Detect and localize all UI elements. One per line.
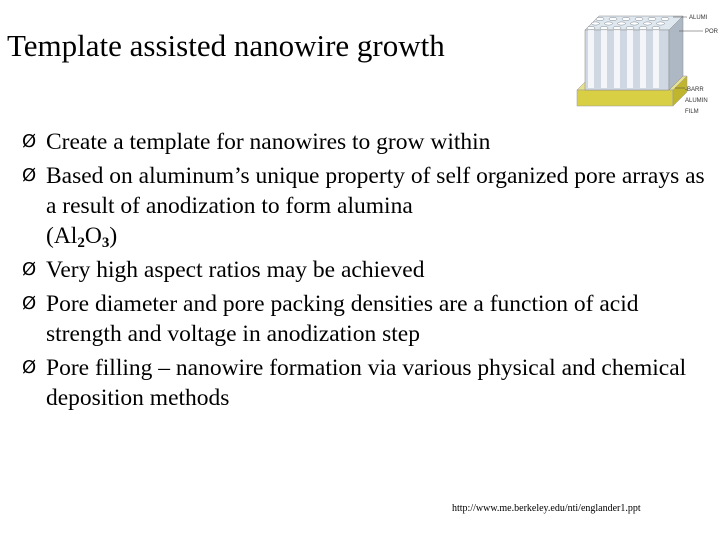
formula-subscript: 3 [101,235,110,251]
bullet-text: Pore diameter and pore packing densities are a function of acid strength and voltage in anodization step [46,291,639,347]
pore-opening [587,26,595,29]
pore-opening [605,22,613,25]
bullet-item [22,255,712,285]
bullet-list [22,127,712,417]
pore-opening [596,17,604,20]
pore-opening [631,22,639,25]
pore-column [627,28,633,88]
formula-part: (Al [46,223,78,249]
figure-label: ALUMIN [685,98,708,104]
pore-column [640,28,646,88]
bullet-item [22,127,712,157]
pore-opening [639,26,647,29]
formula-part: ) [109,223,118,249]
source-url: http://www.me.berkeley.edu/nti/englander1.ppt [452,503,641,514]
pore-opening [600,26,608,29]
pore-opening [592,22,600,25]
figure-label: ALUMI [689,15,708,21]
alumina-template-figure [575,4,720,116]
alumina-formula [46,223,117,249]
bullet-arrow-icon: Ø [22,357,37,378]
pore-opening [618,22,626,25]
bullet-arrow-icon: Ø [22,165,37,186]
pore-opening [609,17,617,20]
bullet-arrow-icon: Ø [22,131,37,152]
figure-label: POR [705,29,719,35]
pore-opening [613,26,621,29]
pore-column [653,28,659,88]
formula-subscript: 2 [77,235,85,251]
pore-column [588,28,594,88]
bullet-text: Very high aspect ratios may be achieved [46,257,425,283]
pore-opening [644,22,652,25]
bullet-item [22,353,712,413]
pore-opening [648,17,656,20]
formula-part: O [84,223,102,249]
pore-column [601,28,607,88]
film-front [577,90,673,106]
pore-opening [652,26,660,29]
bullet-arrow-icon: Ø [22,293,37,314]
bullet-item [22,289,712,349]
pore-opening [661,17,669,20]
bullet-item [22,161,712,251]
bullet-arrow-icon: Ø [22,259,37,280]
bullet-text: Create a template for nanowires to grow within [46,129,491,155]
pore-opening [635,17,643,20]
pore-column [614,28,620,88]
bullet-text: Pore filling – nanowire formation via various physical and chemical deposition methods [46,355,687,411]
pore-opening [657,22,665,25]
pore-opening [626,26,634,29]
alumina-template-diagram [575,4,720,116]
slide-title: Template assisted nanowire growth [7,28,445,63]
figure-label: -BARR [685,87,704,93]
figure-label: FILM [685,109,699,115]
pore-opening [622,17,630,20]
bullet-text: Based on aluminum’s unique property of self organized pore arrays as a result of anodization to form alumina [46,163,705,219]
